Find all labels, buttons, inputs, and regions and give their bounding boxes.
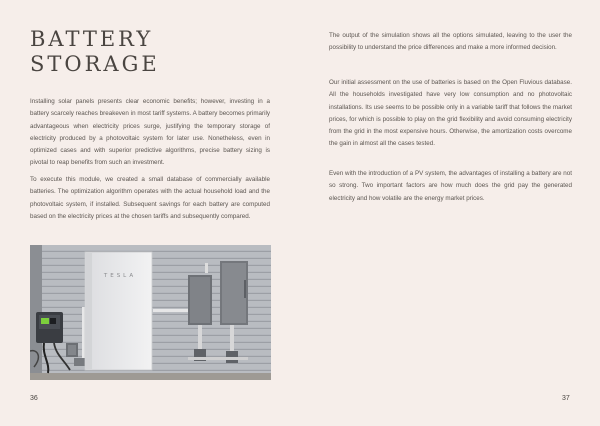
title-line-2: STORAGE [30, 52, 160, 76]
page-title [30, 27, 160, 77]
output-paragraph: The output of the simulation shows all the options simulated, leaving to the user the possibility to understand the price differences and make a more informed decision. [329, 32, 572, 52]
page-number: 36 [30, 395, 38, 402]
page-number: 37 [562, 395, 570, 402]
assessment-paragraph: Our initial assessment on the use of batteries is based on the Open Fluvious database. All the households investigated have very low consumption and no photovoltaic installations. Its use seems to be possible only in a variable tariff that follows the market prices, for which is possible to play on the grid flexibility and avoid consuming electricity from the grid in the most expensive hours. Otherwise, the amortization costs overcome the gain in almost all the cases tested. [329, 79, 572, 148]
battery-photo [30, 245, 271, 380]
pv-paragraph: Even with the introduction of a PV system, the advantages of installing a battery are not so strong. Two important factors are how much does the grid pay the generated electricity and how volatile are the energy market prices. [329, 170, 572, 202]
method-paragraph: To execute this module, we created a small database of commercially available batteries. The optimization algorithm operates with the actual household load and the photovoltaic system, if installed. Subsequent savings for each battery are computed based on the electricity prices at the chosen tariffs and subsequently compared. [30, 176, 270, 220]
title-line-1: BATTERY [30, 27, 154, 51]
tesla-logo-text: TESLA [103, 273, 137, 279]
intro-paragraph: Installing solar panels presents clear economic benefits; however, investing in a battery scarcely reaches breakeven in most tariff systems. A battery becomes primarily advantageous when electricity prices surge, justifying the temporary storage of electricity produced by a photovoltaic system for later use. Nonetheless, even in optimized cases and with superior predictive algorithms, precise battery sizing is pivotal to reap benefits from such an investment. [30, 98, 270, 167]
